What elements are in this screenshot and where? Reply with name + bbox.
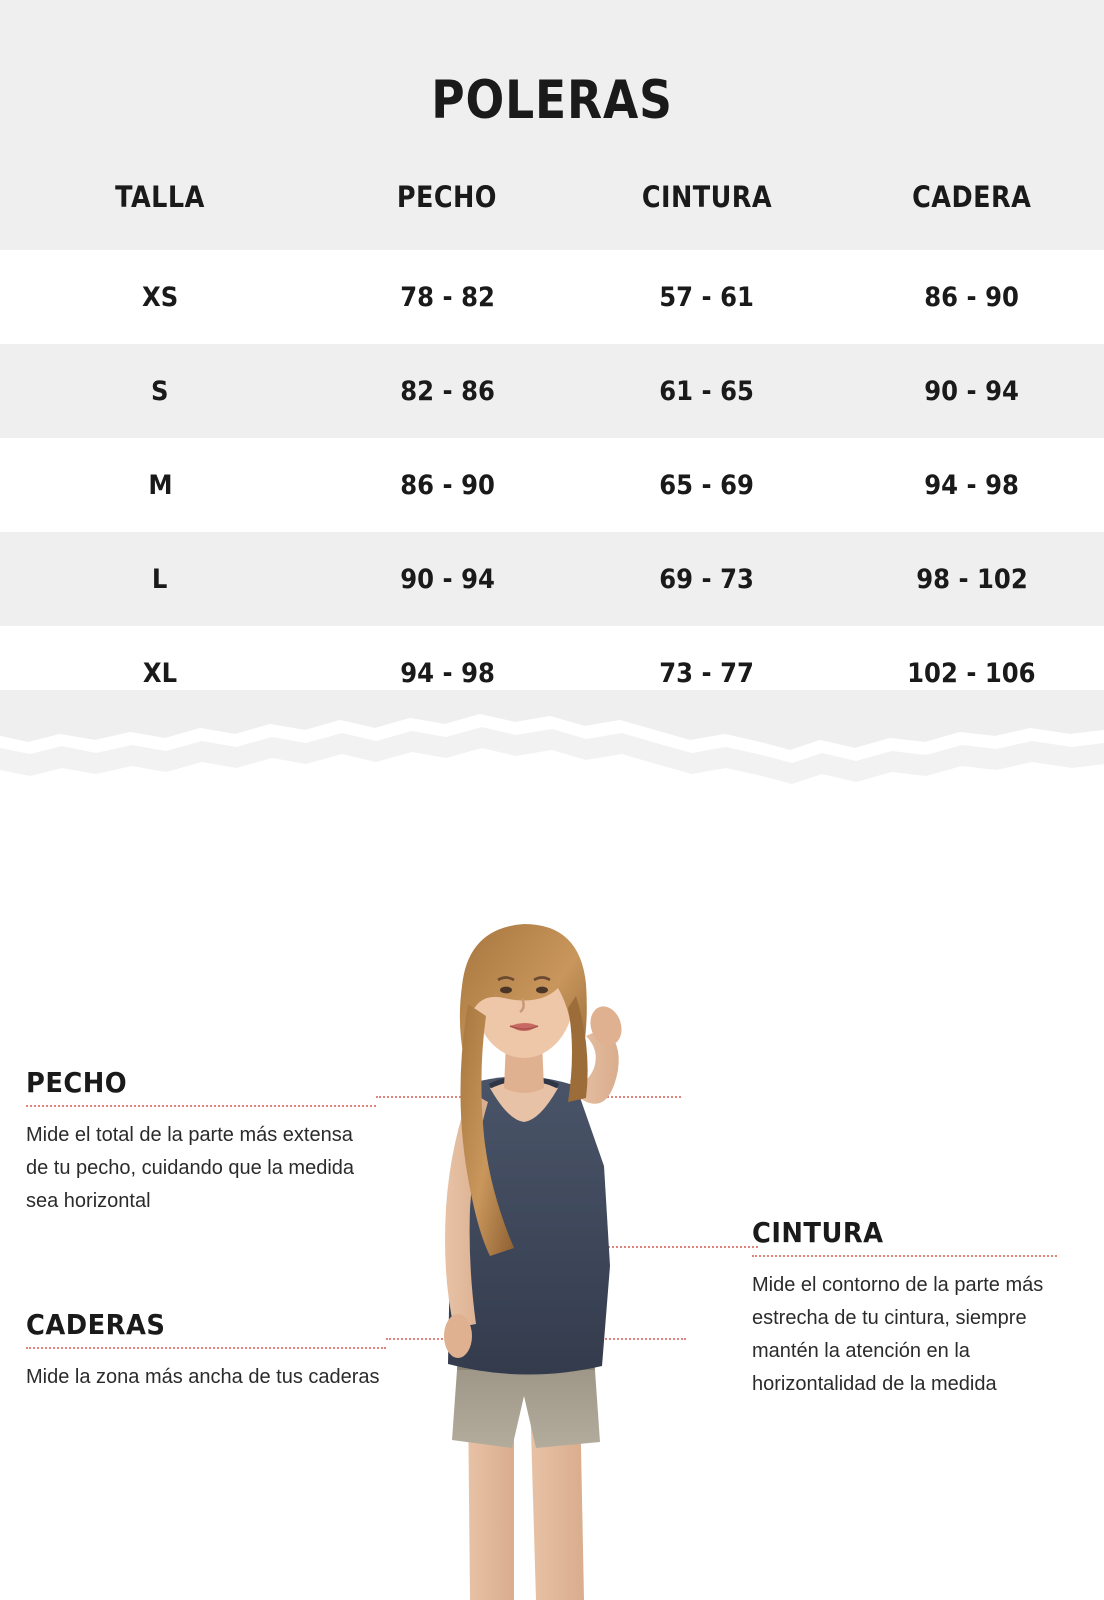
cell-pecho [320, 532, 574, 626]
cell-cintura [574, 438, 839, 532]
cell-pecho-value: 94 - 98 [399, 657, 495, 689]
page-title: POLERAS [431, 70, 673, 131]
cell-pecho [320, 626, 574, 720]
cell-pecho-value: 78 - 82 [399, 281, 495, 313]
callout-caderas-title: CADERAS [26, 1308, 166, 1341]
model-photo [318, 836, 738, 1600]
callout-caderas-rule [26, 1347, 386, 1349]
column-header-talla-label: TALLA [115, 180, 205, 214]
column-header-pecho-label: PECHO [397, 180, 498, 214]
column-header-cintura-label: CINTURA [641, 180, 772, 214]
callout-cintura-text: Mide el contorno de la parte más estrecha de tu cintura, siempre mantén la atención en la horizontalidad de la medida [752, 1274, 1044, 1395]
cell-talla-value: XL [142, 657, 178, 689]
cell-cintura [574, 532, 839, 626]
cell-talla [0, 438, 320, 532]
cell-cadera-value: 94 - 98 [924, 469, 1019, 501]
cell-cintura [574, 626, 839, 720]
cell-pecho-value: 82 - 86 [399, 375, 495, 407]
cell-cadera [839, 250, 1104, 344]
cell-cadera-value: 98 - 102 [915, 563, 1028, 595]
cell-pecho [320, 438, 574, 532]
table-row [0, 532, 1104, 626]
cell-pecho-value: 86 - 90 [399, 469, 495, 501]
cell-talla [0, 626, 320, 720]
table-row [0, 626, 1104, 720]
cell-talla-value: XS [141, 281, 179, 313]
cell-cadera [839, 532, 1104, 626]
cell-pecho-value: 90 - 94 [399, 563, 495, 595]
cell-talla-value: L [152, 563, 168, 595]
callout-cintura-title: CINTURA [752, 1216, 884, 1249]
cell-cintura-value: 73 - 77 [659, 657, 754, 689]
cell-cadera [839, 626, 1104, 720]
cell-cadera [839, 344, 1104, 438]
table-row [0, 438, 1104, 532]
callout-cintura-rule [752, 1255, 1057, 1257]
cell-talla-value: S [151, 375, 169, 407]
cell-talla-value: M [147, 469, 173, 501]
callout-caderas-text: Mide la zona más ancha de tus caderas [26, 1366, 380, 1388]
callout-pecho-rule [26, 1105, 376, 1107]
cell-pecho [320, 250, 574, 344]
table-row [0, 344, 1104, 438]
cell-cadera [839, 438, 1104, 532]
table-row [0, 250, 1104, 344]
cell-talla [0, 532, 320, 626]
cell-cintura [574, 250, 839, 344]
callout-cintura [752, 1216, 1057, 1401]
cell-cadera-value: 86 - 90 [924, 281, 1019, 313]
cell-cintura [574, 344, 839, 438]
callout-pecho [26, 1066, 376, 1218]
cell-talla [0, 250, 320, 344]
cell-cadera-value: 102 - 106 [907, 657, 1036, 689]
cell-pecho [320, 344, 574, 438]
cell-cintura-value: 69 - 73 [659, 563, 754, 595]
callout-caderas [26, 1308, 386, 1394]
callout-pecho-title: PECHO [26, 1066, 128, 1099]
callout-pecho-text: Mide el total de la parte más extensa de tu pecho, cuidando que la medida sea horizontal [26, 1124, 355, 1212]
cell-cintura-value: 61 - 65 [659, 375, 754, 407]
size-chart-section [0, 0, 1104, 716]
cell-cintura-value: 57 - 61 [659, 281, 754, 313]
column-header-cadera-label: CADERA [911, 180, 1032, 214]
cell-cadera-value: 90 - 94 [924, 375, 1019, 407]
table-body [0, 250, 1104, 720]
cell-talla [0, 344, 320, 438]
cell-cintura-value: 65 - 69 [659, 469, 754, 501]
measurement-guide-section [0, 816, 1104, 1600]
